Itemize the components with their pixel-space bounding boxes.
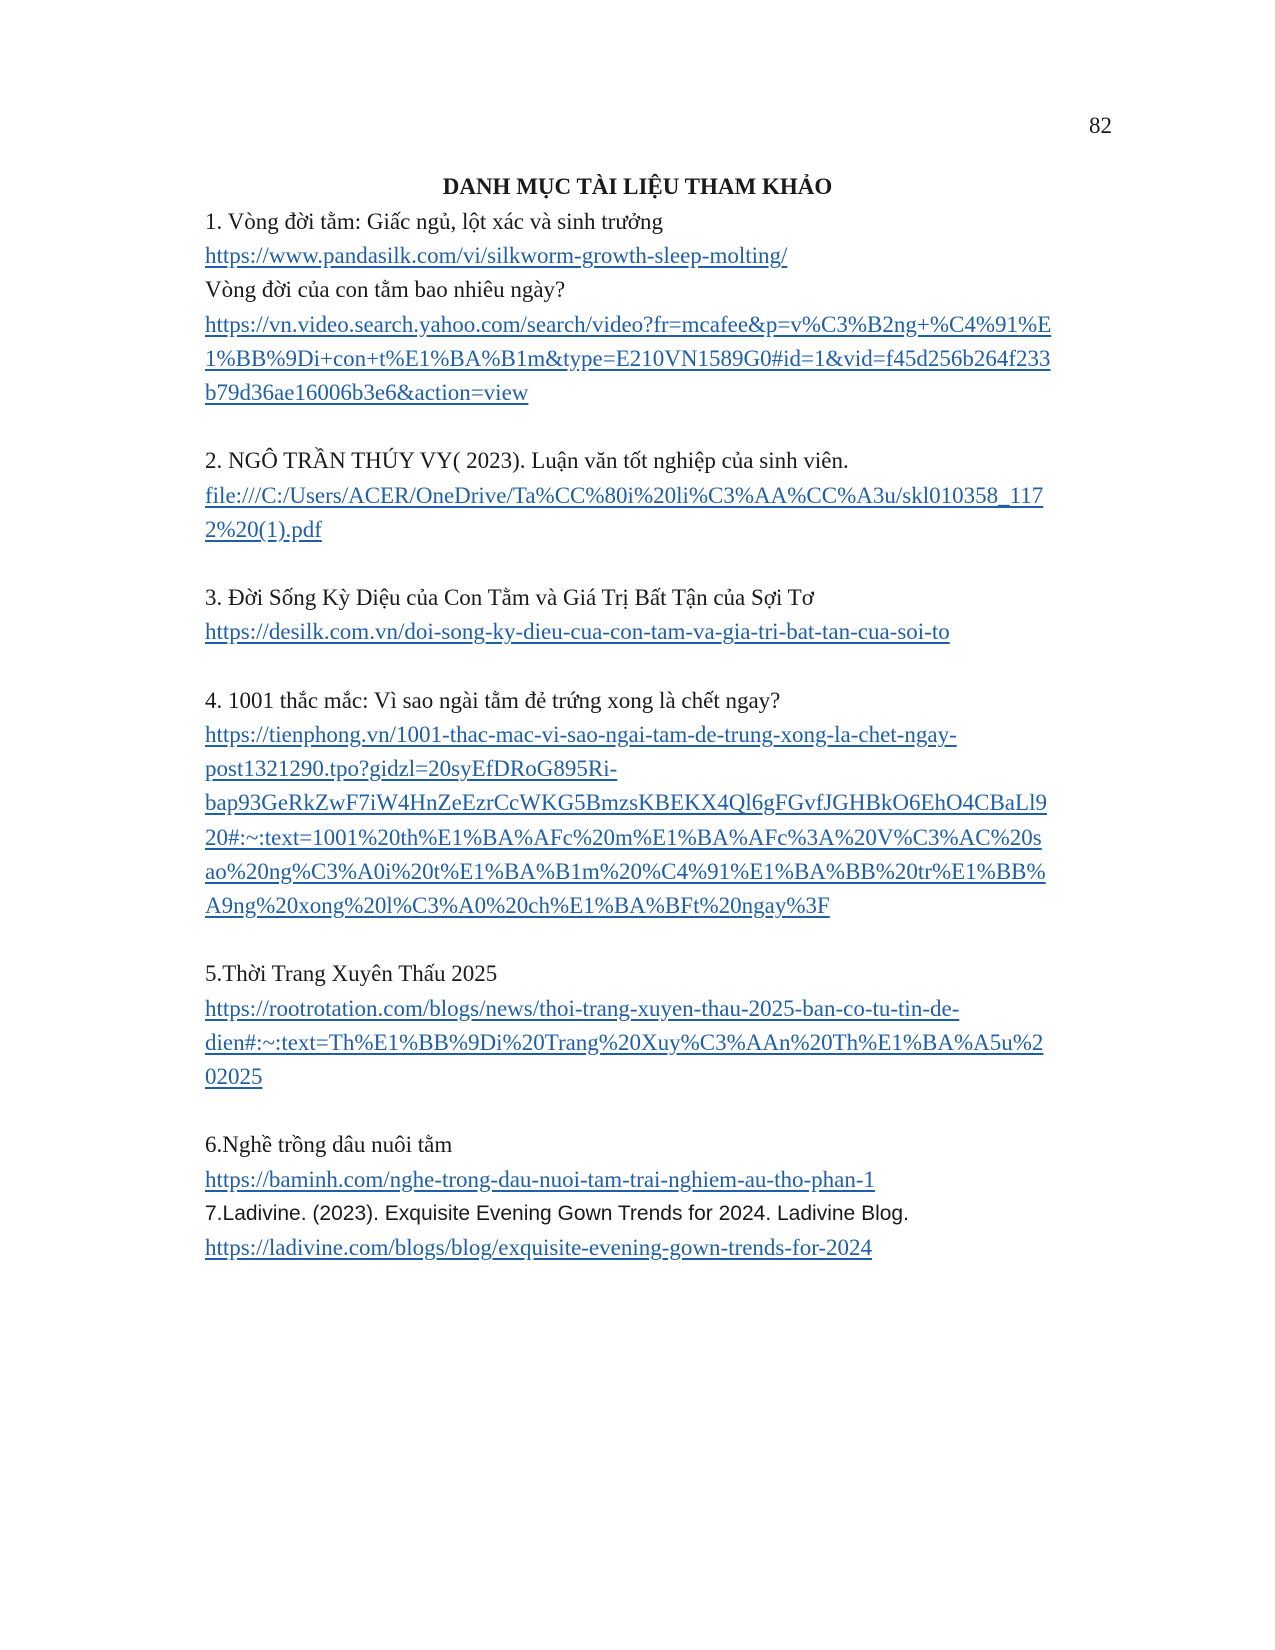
reference-title-3: 3. Đời Sống Kỳ Diệu của Con Tằm và Giá Trị Bất Tận của Sợi Tơ <box>205 585 814 611</box>
link-line: b79d36ae16006b3e6&action=view <box>205 380 529 406</box>
reference-link-6[interactable] <box>205 1163 1125 1197</box>
reference-list <box>205 205 1125 1265</box>
link-line: https://www.pandasilk.com/vi/silkworm-growth-sleep-molting/ <box>205 243 788 269</box>
reference-title-1: 1. Vòng đời tằm: Giấc ngủ, lột xác và sinh trưởng <box>205 209 663 234</box>
reference-link-1b[interactable] <box>205 308 1125 411</box>
link-line: 20#:~:text=1001%20th%E1%BA%AFc%20m%E1%BA%AFc%3A%20V%C3%AC%20s <box>205 824 1042 850</box>
reference-link-5[interactable] <box>205 992 1125 1095</box>
reference-link-4[interactable] <box>205 718 1125 923</box>
link-line: 2%20(1).pdf <box>205 516 322 542</box>
link-line: https://tienphong.vn/1001-thac-mac-vi-sao-ngai-tam-de-trung-xong-la-chet-ngay- <box>205 722 957 747</box>
reference-link-2[interactable] <box>205 479 1125 547</box>
link-line: https://vn.video.search.yahoo.com/search/video?fr=mcafee&p=v%C3%B2ng+%C4%91%E <box>205 311 1052 337</box>
reference-title-2: 2. NGÔ TRẦN THÚY VY( 2023). Luận văn tốt nghiệp của sinh viên. <box>205 448 849 474</box>
link-line: https://ladivine.com/blogs/blog/exquisite-evening-gown-trends-for-2024 <box>205 1235 873 1261</box>
page-title: DANH MỤC TÀI LIỆU THAM KHẢO <box>442 174 833 199</box>
link-line: https://desilk.com.vn/doi-song-ky-dieu-cua-con-tam-va-gia-tri-bat-tan-cua-soi-to <box>205 619 950 645</box>
reference-title-5: 5.Thời Trang Xuyên Thấu 2025 <box>205 961 498 987</box>
link-line: https://rootrotation.com/blogs/news/thoi-trang-xuyen-thau-2025-ban-co-tu-tin-de- <box>205 995 960 1021</box>
link-line: ao%20ng%C3%A0i%20t%E1%BA%B1m%20%C4%91%E1%BA%BB%20tr%E1%BB% <box>205 858 1046 884</box>
page-number: 82 <box>1089 113 1112 138</box>
reference-link-3[interactable] <box>205 615 1125 649</box>
reference-title-4: 4. 1001 thắc mắc: Vì sao ngài tằm đẻ trứng xong là chết ngay? <box>205 687 781 713</box>
link-line: A9ng%20xong%20l%C3%A0%20ch%E1%BA%BFt%20ngay%3F <box>205 893 830 919</box>
reference-link-7[interactable] <box>205 1231 1125 1265</box>
link-line: dien#:~:text=Th%E1%BB%9Di%20Trang%20Xuy%C3%AAn%20Th%E1%BA%A5u%2 <box>205 1029 1044 1055</box>
reference-title-1b: Vòng đời của con tằm bao nhiêu ngày? <box>205 277 566 303</box>
link-line: bap93GeRkZwF7iW4HnZeEzrCcWKG5BmzsKBEKX4Ql6gFGvfJGHBkO6EhO4CBaLl9 <box>205 790 1047 816</box>
link-line: post1321290.tpo?gidzl=20syEfDRoG895Ri- <box>205 756 618 782</box>
link-line: https://baminh.com/nghe-trong-dau-nuoi-tam-trai-nghiem-au-tho-phan-1 <box>205 1166 876 1192</box>
reference-link-1[interactable] <box>205 239 1125 273</box>
reference-title-6: 6.Nghề trồng dâu nuôi tằm <box>205 1132 453 1158</box>
reference-title-7: 7.Ladivine. (2023). Exquisite Evening Gown Trends for 2024. Ladivine Blog. <box>205 1201 909 1225</box>
link-line: 1%BB%9Di+con+t%E1%BA%B1m&type=E210VN1589G0#id=1&vid=f45d256b264f233 <box>205 345 1051 371</box>
link-line: file:///C:/Users/ACER/OneDrive/Ta%CC%80i%20li%C3%AA%CC%A3u/skl010358_117 <box>205 482 1044 508</box>
link-line: 02025 <box>205 1064 263 1090</box>
